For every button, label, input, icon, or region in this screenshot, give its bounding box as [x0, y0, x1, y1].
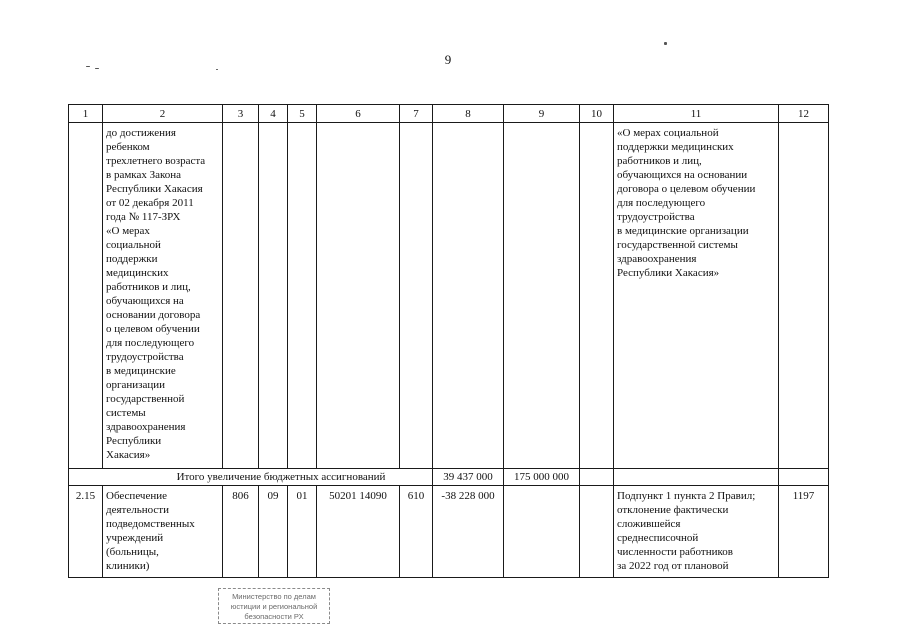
header-cell-4: 4 — [259, 105, 288, 123]
description-text: Обеспечение деятельности подведомственных учреждений (больницы, клиники) — [106, 490, 195, 572]
cell-col4: 09 — [259, 486, 288, 578]
header-cell-2: 2 — [103, 105, 223, 123]
total-col9: 175 000 000 — [504, 469, 580, 486]
cell-col3: 806 — [223, 486, 259, 578]
header-cell-3: 3 — [223, 105, 259, 123]
table-cell-basis — [614, 486, 779, 578]
cell-col7: 610 — [400, 486, 433, 578]
basis-text: Подпункт 1 пункта 2 Правил; отклонение фактически сложившейся среднесписочной численности работников за 2022 год от плановой — [617, 490, 756, 572]
table-cell-empty — [614, 469, 779, 486]
table-cell-empty — [779, 469, 829, 486]
table-cell-empty — [69, 123, 103, 469]
table-cell-empty — [433, 123, 504, 469]
cell-col12: 1197 — [779, 486, 829, 578]
table-cell-empty — [223, 123, 259, 469]
table-cell-empty — [400, 123, 433, 469]
header-cell-9: 9 — [504, 105, 580, 123]
table-cell-empty — [580, 469, 614, 486]
scan-speck — [216, 69, 218, 70]
page-number: 9 — [444, 52, 452, 67]
total-col8: 39 437 000 — [433, 469, 504, 486]
registration-stamp: Министерство по делам юстиции и региональной безопасности РХ — [218, 588, 330, 624]
header-cell-5: 5 — [288, 105, 317, 123]
header-row — [69, 105, 829, 123]
total-label: Итого увеличение бюджетных ассигнований — [69, 469, 433, 486]
table-row-2-15 — [69, 486, 829, 578]
header-cell-10: 10 — [580, 105, 614, 123]
table-row-continuation — [69, 123, 829, 469]
header-cell-7: 7 — [400, 105, 433, 123]
row-number: 2.15 — [69, 486, 103, 578]
table-cell-empty — [580, 123, 614, 469]
table-cell-basis — [614, 123, 779, 469]
header-cell-6: 6 — [317, 105, 400, 123]
table-cell-description — [103, 486, 223, 578]
table-cell-description — [103, 123, 223, 469]
table-cell-empty — [779, 123, 829, 469]
table-row-total — [69, 469, 829, 486]
header-cell-12: 12 — [779, 105, 829, 123]
header-cell-11: 11 — [614, 105, 779, 123]
cell-col6: 50201 14090 — [317, 486, 400, 578]
cell-col5: 01 — [288, 486, 317, 578]
scan-speck — [95, 68, 99, 69]
table-cell-empty — [580, 486, 614, 578]
header-cell-8: 8 — [433, 105, 504, 123]
budget-table — [68, 104, 829, 578]
table-cell-empty — [259, 123, 288, 469]
table-cell-empty — [288, 123, 317, 469]
description-text: до достижения ребенком трехлетнего возраста в рамках Закона Республики Хакасия от 02 декабря 2011 года № 117-ЗРХ «О мерах социальной поддержки медицинских работников и лиц, обучающихся на основании договора о целевом обучении для последующего трудоустройства в медицинские организации государственной системы здравоохранения Республики Хакасия» — [106, 127, 206, 461]
basis-text: «О мерах социальной поддержки медицинских работников и лиц, обучающихся на основании договора о целевом обучении для последующего трудоустройства в медицинские организации государственной системы здравоохранения Республики Хакасия» — [617, 127, 756, 279]
table-cell-empty — [504, 123, 580, 469]
scan-speck — [86, 66, 90, 67]
cell-col8: -38 228 000 — [433, 486, 504, 578]
table-cell-empty — [504, 486, 580, 578]
table-cell-empty — [317, 123, 400, 469]
header-cell-1: 1 — [69, 105, 103, 123]
scan-speck — [664, 42, 667, 45]
